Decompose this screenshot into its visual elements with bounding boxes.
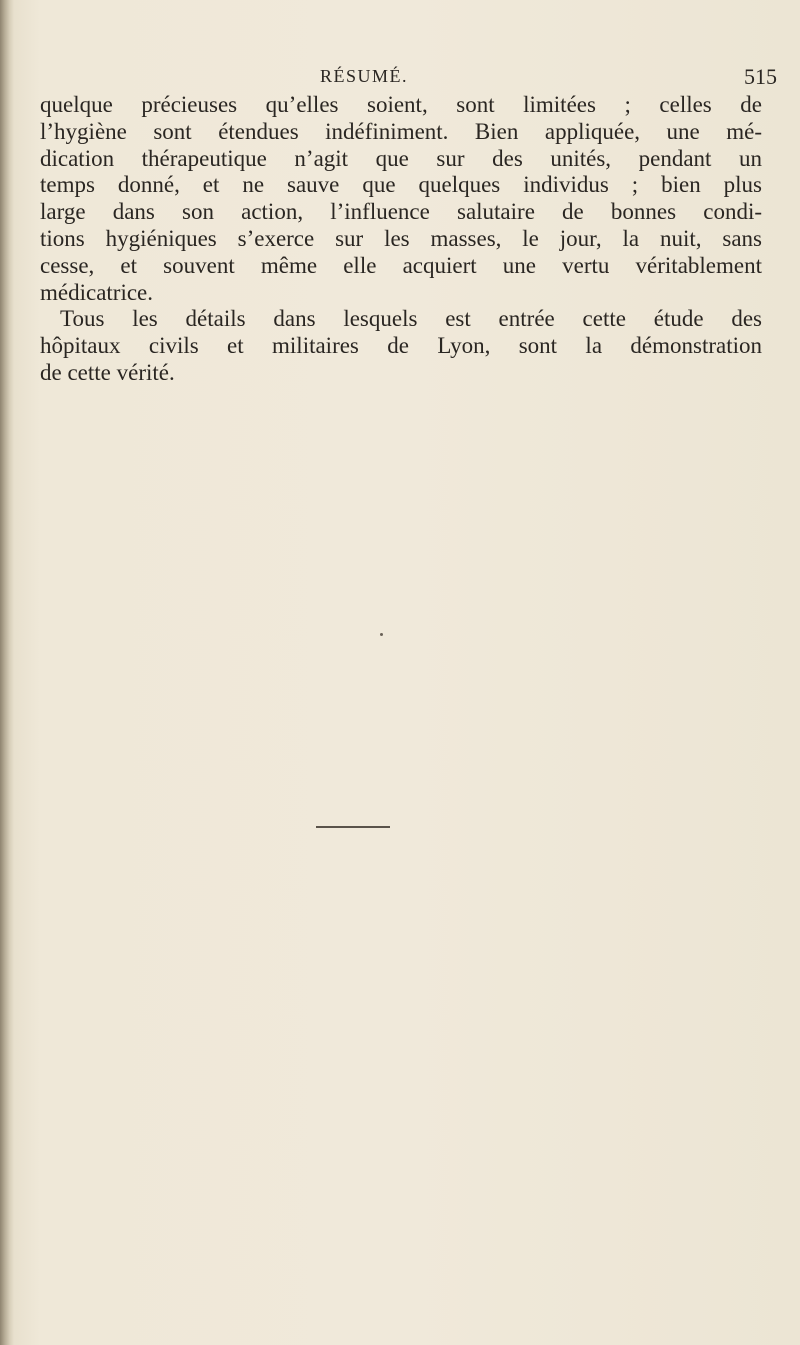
text-line: cesse, et souvent même elle acquiert une vertu véritablement (40, 252, 762, 278)
text-line: hôpitaux civils et militaires de Lyon, sont la démonstration (40, 333, 762, 359)
text-line: large dans son action, l’influence salutaire de bonnes condi- (40, 199, 762, 225)
text-line: quelque précieuses qu’elles soient, sont limitées ; celles de (40, 92, 762, 117)
text-line: l’hygiène sont étendues indéfiniment. Bien appliquée, une mé- (40, 118, 762, 144)
text-line: de cette vérité. (40, 359, 175, 385)
text-line: dication thérapeutique n’agit que sur des unités, pendant un (40, 145, 762, 171)
running-head-title: RÉSUMÉ. (320, 66, 409, 86)
ink-speck (380, 633, 383, 636)
running-head (0, 66, 800, 92)
paragraph-first-line: Tous les détails dans lesquels est entrée cette étude des (60, 306, 762, 332)
page-number: 515 (744, 64, 777, 89)
text-line: temps donné, et ne sauve que quelques individus ; bien plus (40, 172, 762, 198)
text-line: tions hygiéniques s’exerce sur les masses, le jour, la nuit, sans (40, 225, 762, 251)
page-binding-edge (0, 0, 14, 1345)
body-text (40, 92, 762, 387)
text-line: médicatrice. (40, 279, 154, 305)
end-rule (316, 826, 390, 828)
